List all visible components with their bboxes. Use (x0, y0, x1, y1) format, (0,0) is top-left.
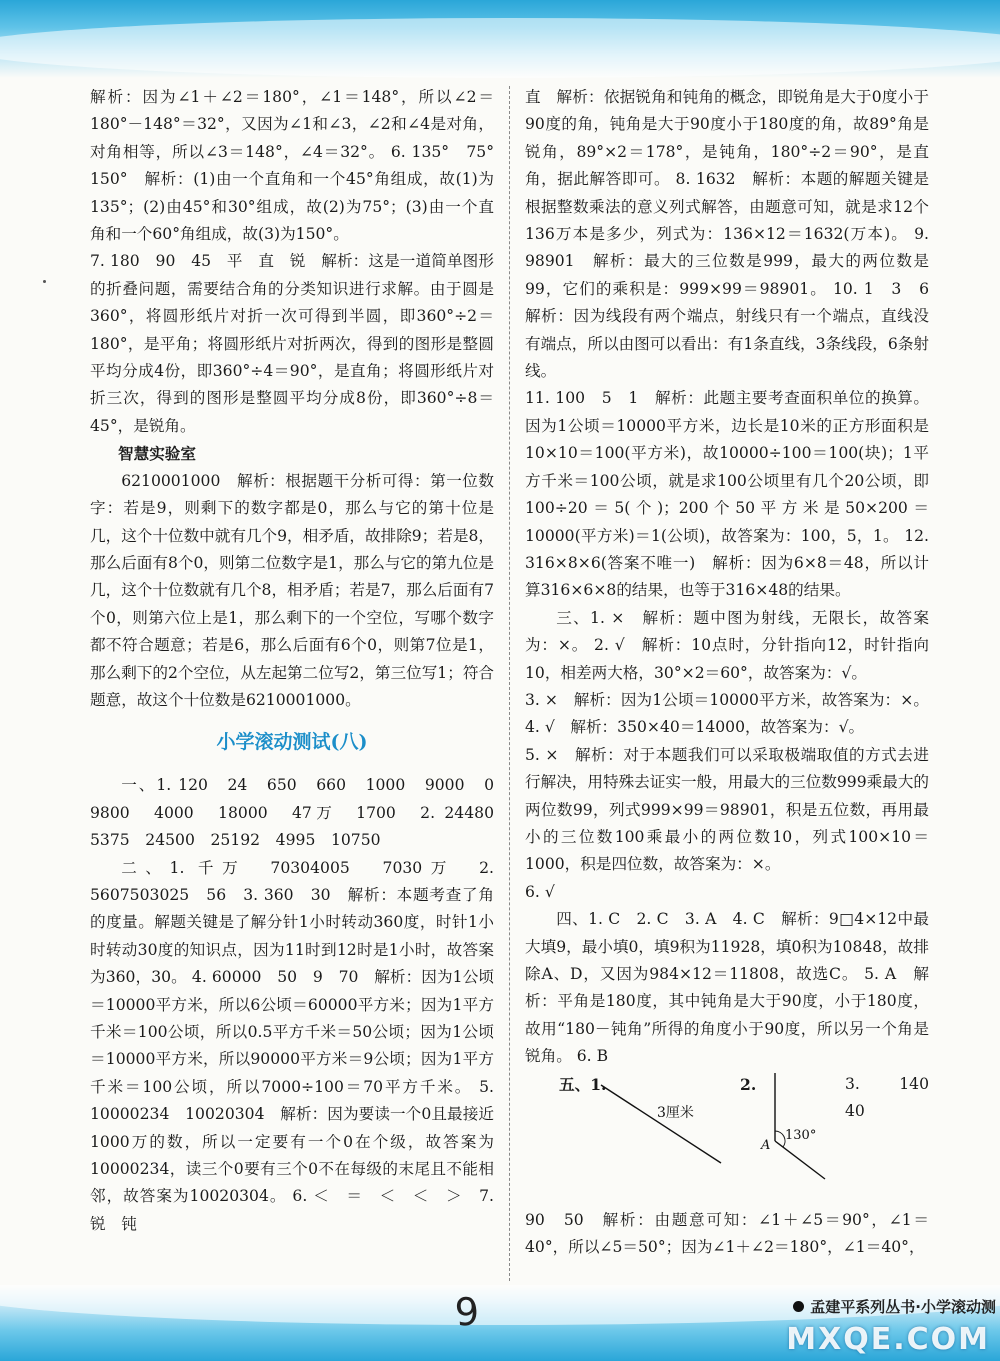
test-title: 小学滚动测试(八) (216, 731, 368, 754)
series-label (793, 1293, 1000, 1319)
answer-paragraph: 四、1. C 2. C 3. A 4. C 解析：9□4×12中最大填9，最小填0，填9积为11928，填0积为10848，故排除A、D，又因为984×12＝11808，故选C。 5. A 解析：平角是180度，其中钝角是大于90度，小于180度，故用“180－钝角”所得的角度小于90度，所以另一个角是锐角。 6. B (525, 910, 929, 1066)
figure-area (525, 1071, 945, 1207)
answer-paragraph: 7. 180 90 45 平 直 锐 解析：这是一道简单图形的折叠问题，需要结合角的分类知识进行求解。由于圆是360°，将圆形纸片对折一次可得到半圆，即360°÷2＝180°，是平角；将圆形纸片对折两次，得到的图形是整圆平均分成4份，即360°÷4＝90°，是直角；将圆形纸片对折三次，得到的图形是整圆平均分成8份，即360°÷8＝45°，是锐角。 (90, 252, 494, 435)
answer-paragraph: 解析：因为∠1＋∠2＝180°，∠1＝148°，所以∠2＝180°－148°＝32°，又因为∠1和∠3，∠2和∠4是对角，对角相等，所以∠3＝148°，∠4＝32°。 6. 135° 75° 150° 解析：(1)由一个直角和一个45°角组成，故(1)为135°；(2)由45°和30°组成，故(2)为75°；(3)由一个直角和一个60°角组成，故(3)为150°。 (90, 88, 510, 244)
answer-text: 3. 140 40 (845, 1074, 945, 1121)
right-column (525, 84, 945, 1261)
left-column (90, 84, 510, 1238)
bullet-icon (793, 1301, 804, 1312)
answer-paragraph: 三、1. × 解析：题中图为射线，无限长，故答案为：×。 2. √ 解析：10点时，分针指向12，时针指向10，相差两大格，30°×2＝60°，故答案为：√。 (525, 608, 929, 682)
answer-paragraph: 6210001000 解析：根据题干分析可得：第一位数字：若是9，则剩下的数字都是0，那么与它的第十位是几，这个十位数中就有几个9，相矛盾，故排除9；若是8，那么后面有8个0，则第二位数字是1，那么与它的第九位是几，这个十位数就有几个8，相矛盾；若是7，那么后面有7个0，则第六位上是1，那么剩下的一个空位，写哪个数字都不符合题意；若是6，那么后面有6个0，则第7位是1，那么剩下的2个空位，从左起第二位写2，第三位写1；符合题意，故这个十位数是6210001000。 (90, 471, 495, 709)
section-heading: 智慧实验室 (118, 444, 196, 464)
watermark: MXQE.COM (786, 1322, 990, 1357)
page-number: 9 (453, 1289, 481, 1335)
answer-paragraph: 5. × 解析：对于本题我们可以采取极端取值的方式去进行解决，用特殊去证实一般，用最大的三位数999乘最大的两位数99，列式999×99＝98901，积是五位数，再用最小的三位数100乘最小的两位数10，列式100×10＝1000，积是四位数，故答案为：×。 (525, 745, 930, 874)
point-label: A (761, 1137, 771, 1153)
answer-paragraph: 二、1. 千万 70304005 7030万 2. 5607503025 56 3. 360 30 解析：本题考查了角的度量。解题关键是了解分针1小时转动360度，时针1小时转动30度的知识点，因为11时到12时是1小时，故答案为360，30。 4. 60000 50 9 70 解析：因为1公顷＝10000平方米，所以6公顷＝60000平方米；因为1平方千米＝100公顷，所以0.5平方千米＝50公顷；因为1公顷＝10000平方米，所以90000平方米＝9公顷；因为1平方千米＝100公顷，所以7000÷100＝70平方千米。 5. 10000234 10020304 解析：因为要读一个0且最接近1000万的数，所以一定要有一个0在个级，故答案为10000234，读三个0要有三个0不在每级的末尾且不能相邻，故答案为10020304。 6. ＜ ＝ ＜ ＜ ＞ 7. 锐 钝 (90, 858, 494, 1233)
answer-paragraph: 3. × 解析：因为1公顷＝10000平方米，故答案为：×。 4. √ 解析：350×40＝14000，故答案为：√。 (525, 690, 929, 737)
header-decoration (0, 0, 1000, 78)
series-text: 孟建平系列丛书·小学滚动测 (810, 1297, 996, 1316)
answer-paragraph: 直 解析：依据锐角和钝角的概念，即锐角是大于0度小于90度的角，钝角是大于90度小于180度的角，故89°角是锐角，89°×2＝178°，是钝角，180°÷2＝90°，是直角，据此解答即可。 8. 1632 解析：本题的解题关键是根据整数乘法的意义列式解答，由题意可知，就是求12个136万本是多少，列式为：136×12＝1632(万本)。 9. 98901 解析：最大的三位数是999，最大的两位数是99，它们的乘积是：999×99＝98901。 10. 1 3 6 解析：因为线段有两个端点，射线只有一个端点，直线没有端点，所以由图可以看出：有1条直线，3条线段，6条射线。 (525, 88, 945, 381)
answer-paragraph: 11. 100 5 1 解析：此题主要考查面积单位的换算。因为1公顷＝10000平方米，边长是10米的正方形面积是10×10＝100(平方米)，故10000÷100＝100(块)；1平方千米＝100公顷，就是求100公顷里有几个20公顷，即100÷20＝5(个)；200个50平方米是50×200＝10000(平方米)＝1(公顷)，故答案为：100，5，1。 12. 316×8×6(答案不唯一) 解析：因为6×8＝48，所以计算316×6×8的结果，也等于316×48的结果。 (525, 389, 929, 600)
column-divider (509, 86, 510, 1281)
angle-value-label: 130° (785, 1127, 817, 1143)
answer-paragraph: 一、1. 120 24 650 660 1000 9000 0 9800 4000 18000 47万 1700 2. 24480 5375 24500 25192 4995 10750 (90, 776, 510, 850)
question-label: 2. (740, 1074, 757, 1094)
segment-length-label: 3厘米 (657, 1104, 694, 1121)
angle-ray-diagonal (775, 1141, 825, 1179)
answer-paragraph: 90 50 解析：由题意可知：∠1＋∠5＝90°，∠1＝40°，所以∠5＝50°；因为∠1＋∠2＝180°，∠1＝40°， (525, 1210, 929, 1257)
line-segment-figure (595, 1081, 735, 1166)
segment-line (601, 1085, 721, 1163)
question-label: 五、1. (559, 1074, 607, 1094)
answer-paragraph: 6. √ (525, 882, 555, 901)
angle-figure (755, 1071, 855, 1181)
margin-dot (43, 280, 46, 283)
